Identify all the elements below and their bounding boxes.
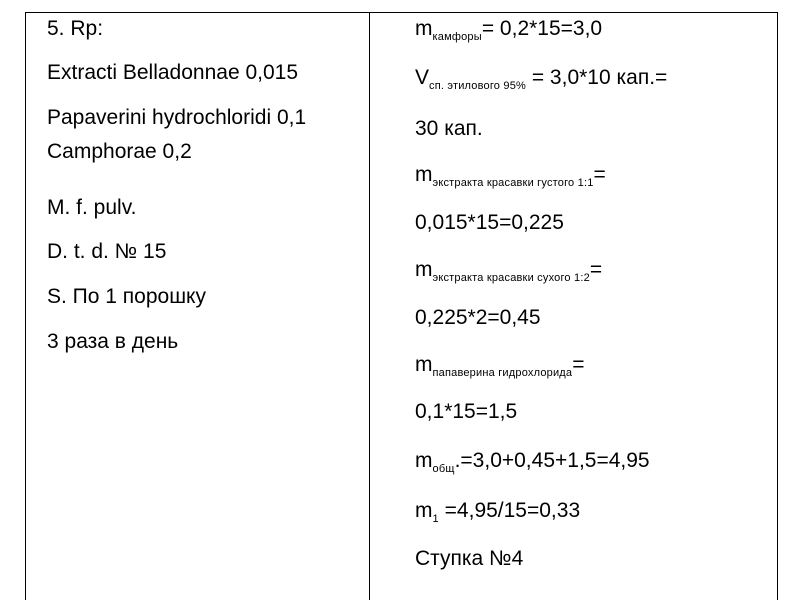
calculation-row: Ступка №4 bbox=[415, 547, 524, 570]
calculation-row: $m_{общ}.=3,0+0,45+1,5=4,95$ bbox=[415, 449, 650, 475]
prescription-line: D. t. d. № 15 bbox=[47, 240, 167, 263]
calculation-row: $m_{экстракта красавки густого 1:1}=$ bbox=[415, 163, 606, 189]
prescription-line: 3 раза в день bbox=[47, 330, 179, 353]
prescription-line: Camphorae 0,2 bbox=[47, 140, 192, 163]
calculation-row: 30 кап. bbox=[415, 117, 483, 140]
calculation-row: $V_{сп. этилового 95\%} = 3,0*10$ кап.= bbox=[415, 66, 668, 92]
prescription-line: Extracti Belladonnae 0,015 bbox=[47, 61, 299, 84]
calculation-row: 0,015*15=0,225 bbox=[415, 211, 564, 234]
calculation-row: $m_{экстракта красавки сухого 1:2}=$ bbox=[415, 258, 603, 284]
calculation-row: 0,1*15=1,5 bbox=[415, 400, 518, 423]
table-right-border bbox=[777, 12, 778, 600]
prescription-title: 5. Rp: bbox=[47, 17, 104, 40]
calculation-row: $m_1 =4,95/15=0,33$ bbox=[415, 499, 581, 525]
table-column-divider bbox=[369, 12, 370, 600]
prescription-line: M. f. pulv. bbox=[47, 196, 137, 219]
calculation-row: $m_{камфоры}= 0,2*15=3,0$ bbox=[415, 17, 603, 43]
calculation-row: 0,225*2=0,45 bbox=[415, 306, 541, 329]
table-top-border bbox=[25, 12, 778, 13]
table-left-border bbox=[25, 12, 26, 600]
calculation-row: $m_{папаверина гидрохлорида}=$ bbox=[415, 353, 585, 379]
prescription-line: Papaverini hydrochloridi 0,1 bbox=[47, 106, 307, 129]
prescription-line: S. По 1 порошку bbox=[47, 285, 206, 308]
